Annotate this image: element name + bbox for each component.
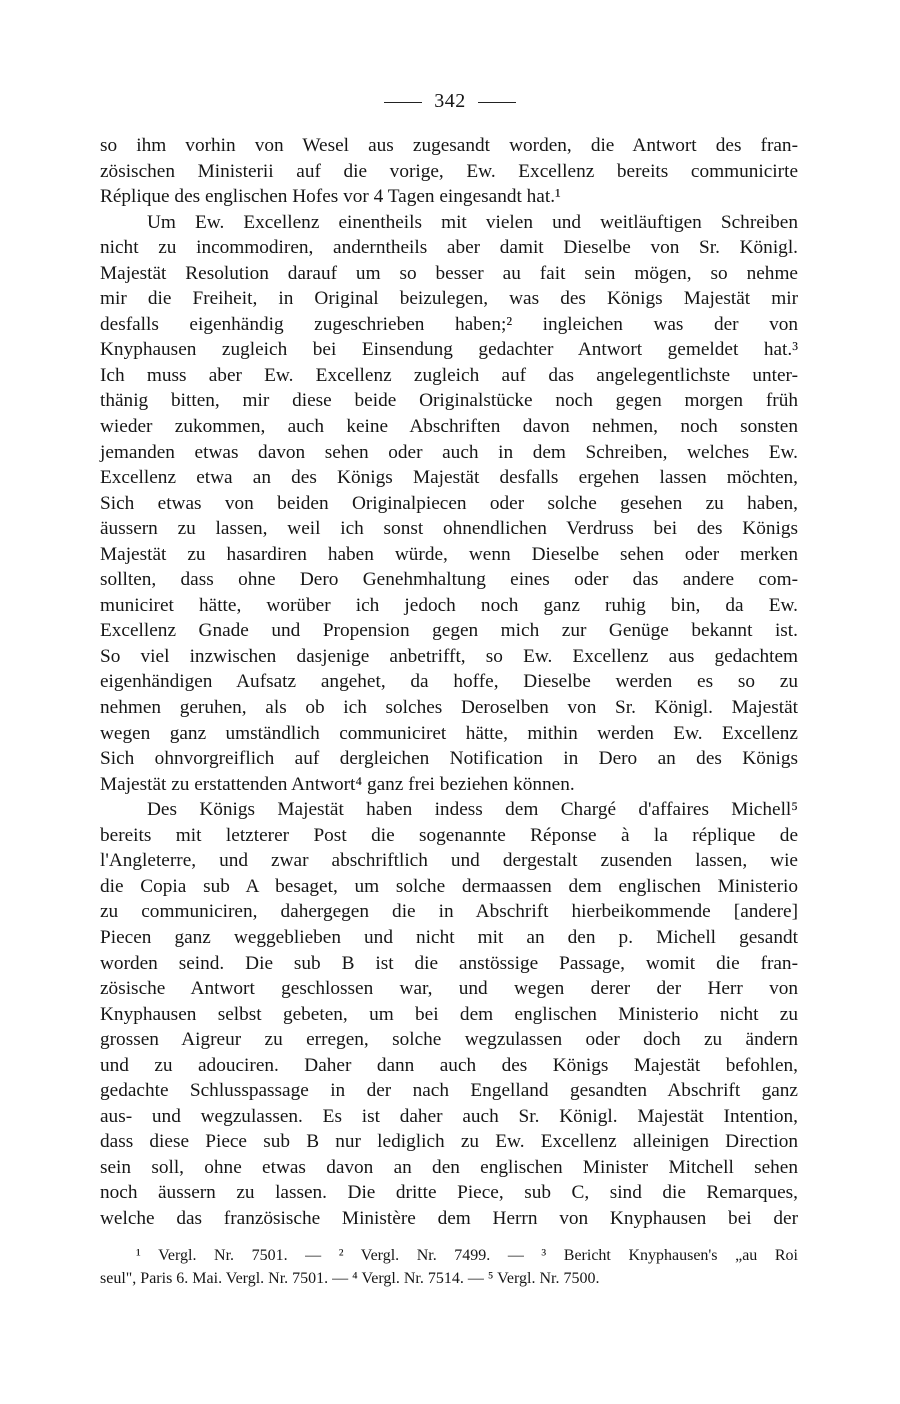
text-line: grossen Aigreur zu erregen, solche wegzulassen oder doch zu ändern	[100, 1029, 798, 1051]
text-line: bereits mit letzterer Post die sogenannte Réponse à la réplique de	[100, 824, 798, 846]
text-line: die Copia sub A besaget, um solche dermaassen dem englischen Ministerio	[100, 875, 798, 897]
text-line: nehmen geruhen, als ob ich solches Deroselben von Sr. Königl. Majestät	[100, 697, 798, 719]
page-header	[0, 88, 900, 114]
text-line: aus- und wegzulassen. Es ist daher auch Sr. Königl. Majestät Intention,	[100, 1105, 798, 1127]
text-line: zösischen Ministerii auf die vorige, Ew. Excellenz bereits communicirte	[100, 160, 798, 182]
text-line: desfalls eigenhändig zugeschrieben haben;² ingleichen was der von	[100, 313, 798, 335]
text-line: sollten, dass ohne Dero Genehmhaltung eines oder das andere com-	[100, 569, 798, 591]
text-line: So viel inzwischen dasjenige anbetrifft, so Ew. Excellenz aus gedachtem	[100, 645, 798, 667]
text-line: Um Ew. Excellenz einentheils mit vielen und weitläuftigen Schreiben	[147, 211, 798, 233]
text-line: so ihm vorhin von Wesel aus zugesandt worden, die Antwort des fran-	[100, 135, 798, 156]
text-line: Knyphausen zugleich bei Einsendung gedachter Antwort gemeldet hat.³	[100, 339, 798, 361]
footnote-line: seul", Paris 6. Mai. Vergl. Nr. 7501. — ⁴ Vergl. Nr. 7514. — ⁵ Vergl. Nr. 7500.	[100, 1270, 600, 1287]
text-line: l'Angleterre, und zwar abschriftlich und dergestalt zusenden lassen, wie	[100, 850, 798, 872]
text-line: wieder zukommen, auch keine Abschriften davon nehmen, noch sonsten	[100, 416, 798, 438]
text-line: wegen ganz umständlich communiciret hätte, mithin werden Ew. Excellenz	[100, 722, 798, 744]
text-line: Majestät Resolution darauf um so besser au fait sein mögen, so nehme	[100, 262, 798, 284]
text-line: zu communiciren, dahergegen die in Abschrift hierbeikommende [andere]	[100, 901, 798, 923]
text-line: gedachte Schlusspassage in der nach Engelland gesandten Abschrift ganz	[100, 1080, 798, 1102]
text-line: Excellenz etwa an des Königs Majestät desfalls ergehen lassen möchten,	[100, 467, 798, 489]
text-line: Excellenz Gnade und Propension gegen mich zur Genüge bekannt ist.	[100, 620, 798, 642]
text-line: sein soll, ohne etwas davon an den englischen Minister Mitchell sehen	[100, 1156, 798, 1178]
text-line: thänig bitten, mir diese beide Originalstücke noch gegen morgen früh	[100, 390, 798, 412]
footnotes	[100, 1244, 798, 1290]
text-line: Majestät zu hasardiren haben würde, wenn Dieselbe sehen oder merken	[100, 543, 798, 565]
text-line: mir die Freiheit, in Original beizulegen, was des Königs Majestät mir	[100, 288, 798, 310]
text-line: dass diese Piece sub B nur lediglich zu Ew. Excellenz alleinigen Direction	[100, 1131, 798, 1153]
header-dash-right	[478, 102, 516, 103]
text-line: Réplique des englischen Hofes vor 4 Tagen eingesandt hat.¹	[100, 186, 561, 208]
text-line: zösische Antwort geschlossen war, und wegen derer der Herr von	[100, 978, 798, 1000]
text-line: Sich ohnvorgreiflich auf dergleichen Notification in Dero an des Königs	[100, 748, 798, 770]
body-text	[100, 133, 798, 1232]
text-line: Piecen ganz weggeblieben und nicht mit an den p. Michell gesandt	[100, 926, 798, 948]
text-line: welche das französische Ministère dem Herrn von Knyphausen bei der	[100, 1207, 798, 1229]
page-number: 342	[434, 90, 466, 112]
text-line: municiret hätte, worüber ich jedoch noch ganz ruhig bin, da Ew.	[100, 594, 798, 616]
text-line: nicht zu incommodiren, anderntheils aber damit Dieselbe von Sr. Königl.	[100, 237, 798, 259]
text-line: Sich etwas von beiden Originalpiecen oder solche gesehen zu haben,	[100, 492, 798, 514]
text-line: Des Königs Majestät haben indess dem Chargé d'affaires Michell⁵	[147, 799, 798, 821]
text-line: und zu adouciren. Daher dann auch des Königs Majestät befohlen,	[100, 1054, 798, 1076]
text-line: jemanden etwas davon sehen oder auch in dem Schreiben, welches Ew.	[100, 441, 798, 463]
text-line: Knyphausen selbst gebeten, um bei dem englischen Ministerio nicht zu	[100, 1003, 798, 1025]
text-line: Majestät zu erstattenden Antwort⁴ ganz frei beziehen können.	[100, 773, 575, 795]
footnote-line: ¹ Vergl. Nr. 7501. — ² Vergl. Nr. 7499. — ³ Bericht Knyphausen's „au Roi	[136, 1247, 798, 1264]
text-line: worden seind. Die sub B ist die anstössige Passage, womit die fran-	[100, 952, 798, 974]
text-line: noch äussern zu lassen. Die dritte Piece, sub C, sind die Remarques,	[100, 1182, 798, 1204]
text-line: Ich muss aber Ew. Excellenz zugleich auf das angelegentlichste unter-	[100, 364, 798, 386]
text-line: eigenhändigen Aufsatz angehet, da hoffe, Dieselbe werden es so zu	[100, 671, 798, 693]
header-dash-left	[384, 102, 422, 103]
text-line: äussern zu lassen, weil ich sonst ohnendlichen Verdruss bei des Königs	[100, 518, 798, 540]
